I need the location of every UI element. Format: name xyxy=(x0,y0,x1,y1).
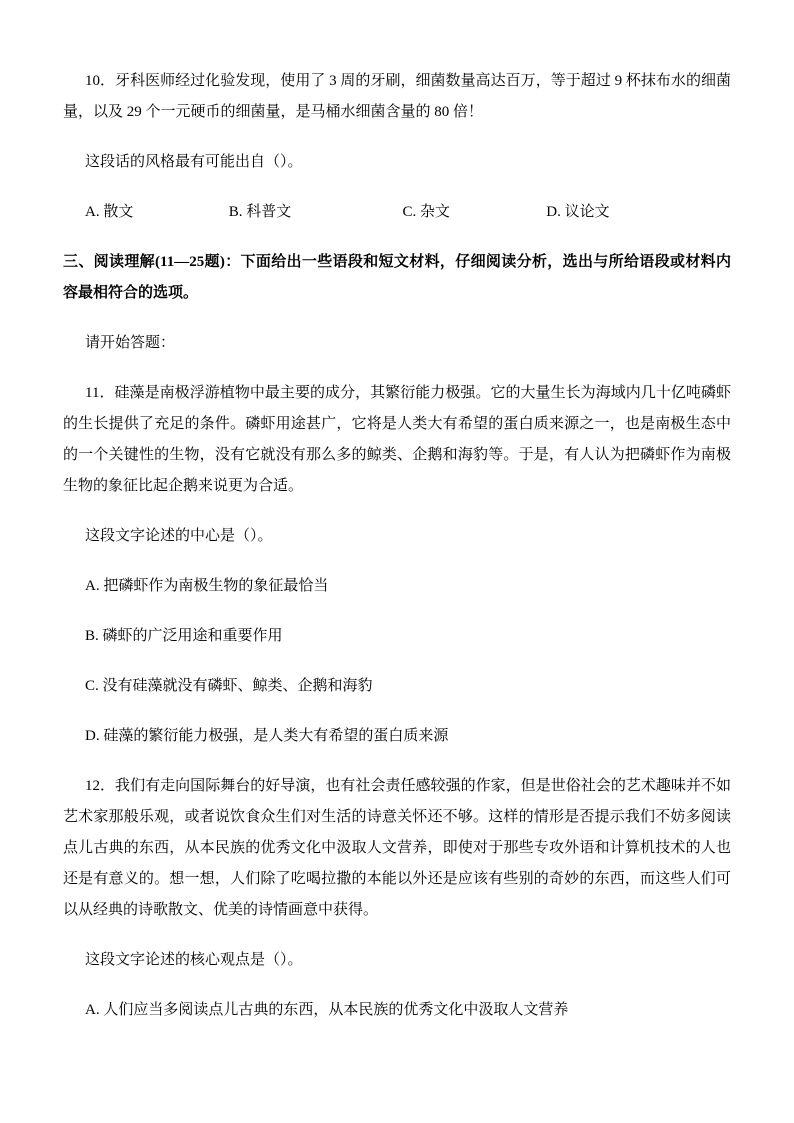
begin-answer-note: 请开始答题： xyxy=(85,335,176,351)
question-11-option-c: C. 没有硅藻就没有磷虾、鲸类、企鹅和海豹 xyxy=(85,678,373,694)
question-10-option-a: A. 散文 xyxy=(85,204,134,220)
question-11-option-a: A. 把磷虾作为南极生物的象征最恰当 xyxy=(85,578,329,594)
question-10-options xyxy=(63,197,731,228)
question-12-text: 12．我们有走向国际舞台的好导演，也有社会责任感较强的作家，但是世俗社会的艺术趣味并不如艺术家那般乐观，或者说饮食众生们对生活的诗意关怀还不够。这样的情形是否提示我们不妨多阅读点儿古典的东西，从本民族的优秀文化中汲取人文营养，即使对于那些专攻外语和计算机技术的人也还是有意义的。想一想，人们除了吃喝拉撒的本能以外还是应该有些别的奇妙的东西，而这些人们可以从经典的诗歌散文、优美的诗情画意中获得。 xyxy=(63,778,731,918)
question-10-text: 10．牙科医师经过化验发现，使用了 3 周的牙刷，细菌数量高达百万，等于超过 9 杯抹布水的细菌量，以及 29 个一元硬币的细菌量，是马桶水细菌含量的 80 倍！ xyxy=(63,73,731,120)
question-10-option-c: C. 杂文 xyxy=(402,204,451,220)
question-11-option-d: D. 硅藻的繁衍能力极强，是人类大有希望的蛋白质来源 xyxy=(85,728,449,744)
question-12-prompt: 这段文字论述的核心观点是（）。 xyxy=(85,952,303,968)
question-10-option-b: B. 科普文 xyxy=(228,204,292,220)
question-11-prompt: 这段文字论述的中心是（）。 xyxy=(85,528,273,544)
section-header: 三、阅读理解(11—25题)：下面给出一些语段和短文材料，仔细阅读分析，选出与所给语段或材料内容最相符合的选项。 xyxy=(63,254,731,301)
question-11-text: 11．硅藻是南极浮游植物中最主要的成分，其繁衍能力极强。它的大量生长为海域内几十亿吨磷虾的生长提供了充足的条件。磷虾用途甚广，它将是人类大有希望的蛋白质来源之一，也是南极生态中的一个关键性的生物，没有它就没有那么多的鲸类、企鹅和海豹等。于是，有人认为把磷虾作为南极生物的象征比起企鹅来说更为合适。 xyxy=(63,385,731,494)
question-11-option-b: B. 磷虾的广泛用途和重要作用 xyxy=(85,628,283,644)
question-10-option-d: D. 议论文 xyxy=(546,204,610,220)
question-10-prompt: 这段话的风格最有可能出自（）。 xyxy=(85,154,303,170)
question-12-option-a: A. 人们应当多阅读点儿古典的东西，从本民族的优秀文化中汲取人文营养 xyxy=(85,1002,569,1018)
